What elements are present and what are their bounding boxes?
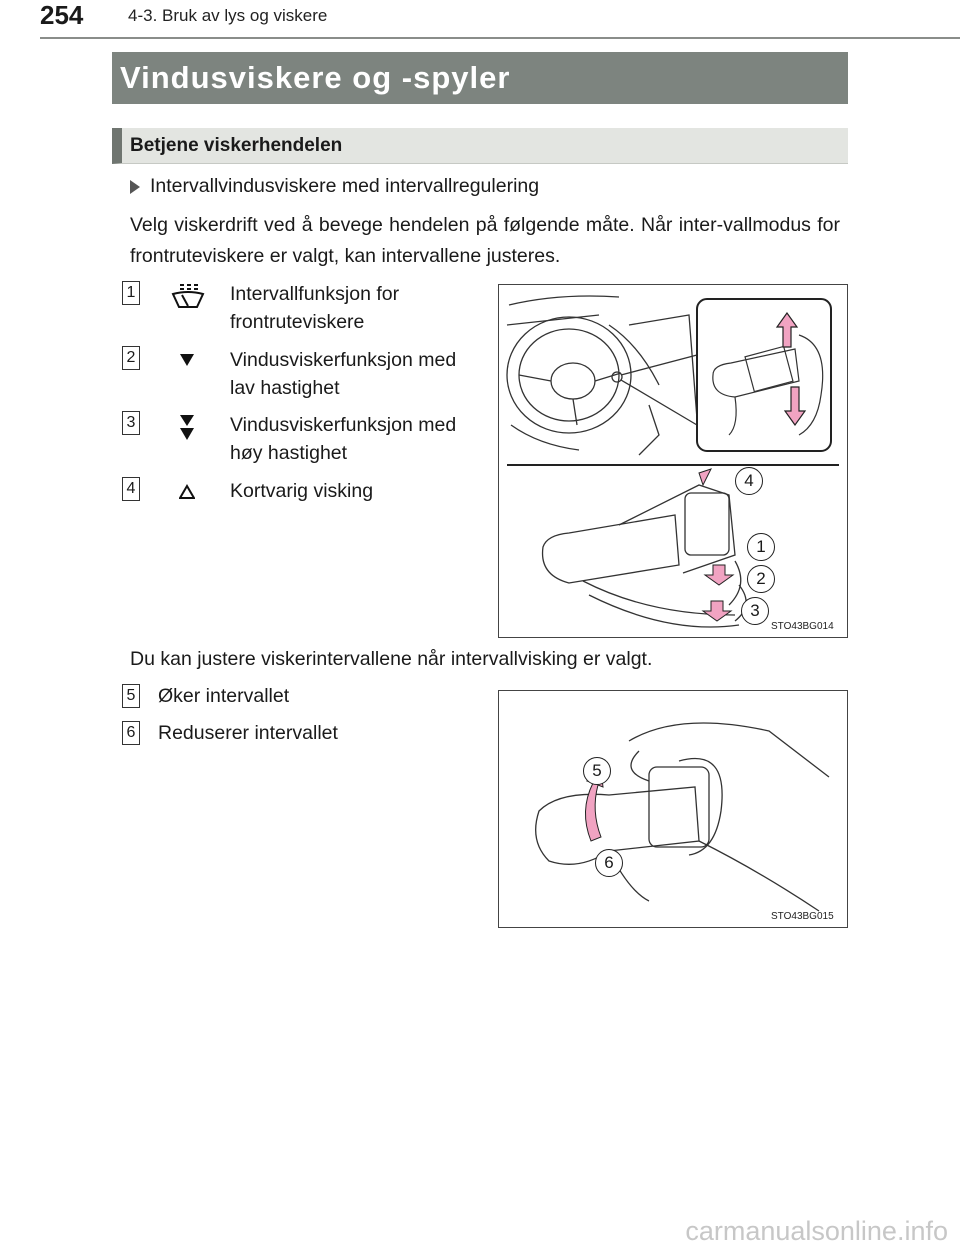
figure1-callout-2: 2 [747,565,775,593]
mode-number-4: 4 [122,477,140,501]
bullet-triangle-icon [130,180,140,194]
wiper-lever-illustration [499,285,847,637]
figure2-code: STO43BG015 [771,911,834,922]
mode-label-4: Kortvarig visking [230,480,374,502]
mode-label-2: Vindusviskerfunksjon med lav hastighet [230,349,457,399]
page-number: 254 [40,0,84,30]
watermark: carmanualsonline.info [685,1216,948,1246]
figure1-callout-3: 3 [741,597,769,625]
mist-arrow-icon [179,484,195,500]
adjust-paragraph: Du kan justere viskerintervallene når intervallvisking er valgt. [130,648,653,670]
mode-label-3: Vindusviskerfunksjon med høy hastighet [230,414,457,464]
bullet-heading [130,175,539,198]
bullet-heading-text: Intervallvindusviskere med intervallregulering [150,175,540,197]
high-speed-arrow-icon [178,414,196,442]
figure1-callout-4: 4 [735,467,763,495]
figure2-callout-6: 6 [595,849,623,877]
adjust-number-6: 6 [122,721,140,745]
mode-number-3: 3 [122,411,140,435]
adjust-number-5: 5 [122,684,140,708]
adjust-label-6: Reduserer intervallet [158,722,338,744]
adjust-label-5: Øker intervallet [158,685,290,707]
interval-adjust-illustration [499,691,847,927]
subsection-title: Betjene viskerhendelen [112,128,848,164]
low-speed-arrow-icon [178,352,196,368]
header-rule [40,37,960,39]
wiper-lever-figure [498,284,848,638]
mode-label-1: Intervallfunksjon for frontruteviskere [230,283,400,333]
mode-number-2: 2 [122,346,140,370]
figure1-code: STO43BG014 [771,621,834,632]
intro-paragraph: Velg viskerdrift ved å bevege hendelen på følgende måte. Når inter-vallmodus for frontruteviskere er valgt, kan intervallene justeres. [130,214,840,267]
figure2-callout-5: 5 [583,757,611,785]
intermittent-wiper-icon [170,280,206,310]
running-head: 4-3. Bruk av lys og viskere [128,6,328,25]
figure1-callout-1: 1 [747,533,775,561]
section-title: Vindusviskere og -spyler [112,52,848,104]
mode-number-1: 1 [122,281,140,305]
interval-adjust-figure [498,690,848,928]
